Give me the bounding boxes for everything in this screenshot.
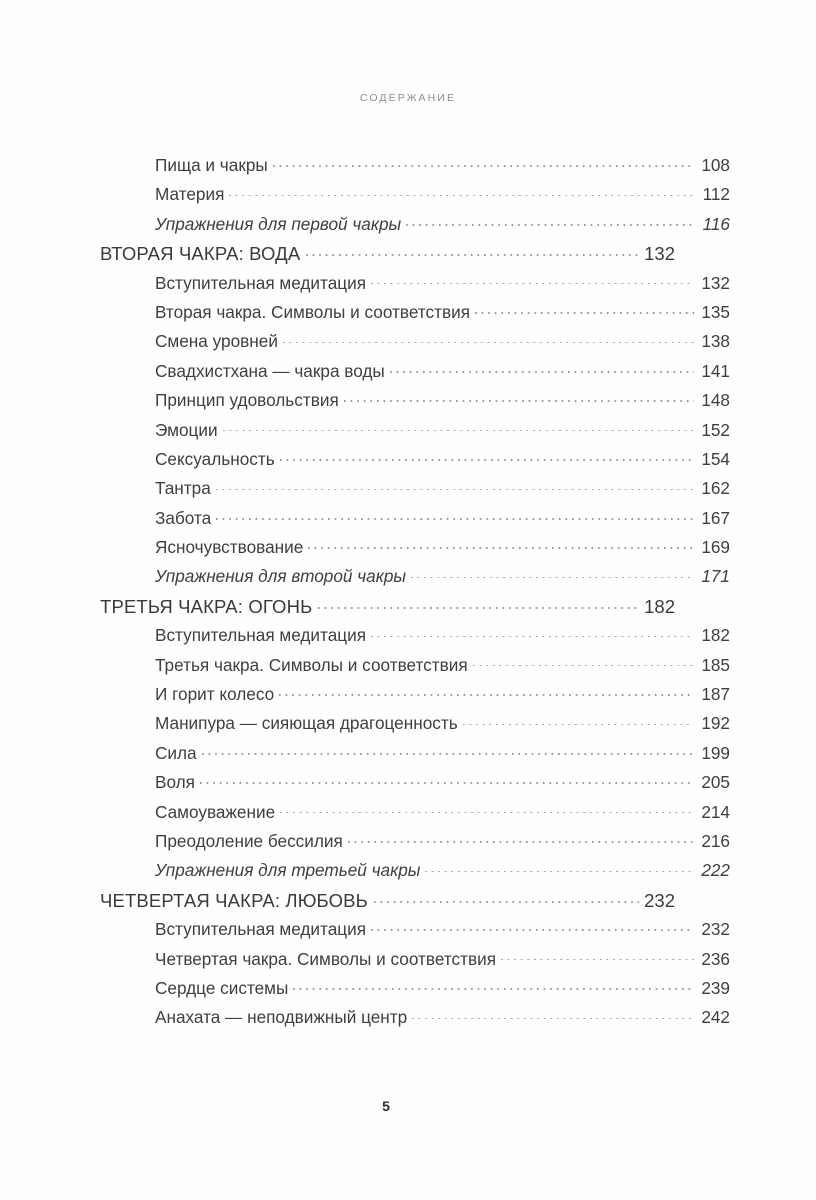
toc-page-number: 216 xyxy=(701,830,730,851)
toc-entry-label: Вступительная медитация xyxy=(155,919,367,940)
toc-page-number: 199 xyxy=(701,742,730,763)
toc-entry-row[interactable] xyxy=(155,625,730,654)
toc-page-number: 232 xyxy=(701,919,730,940)
dot-leader xyxy=(283,331,694,347)
dot-leader xyxy=(223,420,694,436)
running-head: СОДЕРЖАНИЕ xyxy=(359,92,457,104)
toc-entry-label: Преодоление бессилия xyxy=(155,830,343,851)
toc-entry-label: Вторая чакра. Символы и соответствия xyxy=(155,301,471,322)
toc-entry-label: Упражнения для третьей чакры xyxy=(155,860,421,881)
toc-section-row[interactable] xyxy=(100,243,675,272)
toc-entry-row[interactable] xyxy=(155,273,730,302)
toc-entry-row[interactable] xyxy=(155,184,730,213)
toc-entry-label: Упражнения для первой чакры xyxy=(155,213,402,234)
toc-entry-label: Смена уровней xyxy=(155,331,278,352)
toc-entry-row[interactable] xyxy=(155,390,730,419)
toc-entry-label: Третья чакра. Символы и соответствия xyxy=(155,654,468,675)
toc-entry-label: И горит колесо xyxy=(155,684,275,705)
dot-leader xyxy=(200,772,694,788)
toc-page-number: 154 xyxy=(701,448,730,469)
dot-leader xyxy=(425,860,694,876)
dot-leader xyxy=(306,244,639,260)
toc-section-label: ЧЕТВЕРТАЯ ЧАКРА: ЛЮБОВЬ xyxy=(100,889,368,911)
toc-page-number: 182 xyxy=(701,625,730,646)
toc-entry-row[interactable] xyxy=(155,713,730,742)
dot-leader xyxy=(501,949,694,965)
dot-leader xyxy=(406,214,694,230)
toc-entry-row[interactable] xyxy=(155,214,730,243)
toc-entry-label: Пища и чакры xyxy=(155,155,268,175)
dot-leader xyxy=(279,684,694,700)
toc-entry-row[interactable] xyxy=(155,566,730,595)
dot-leader xyxy=(344,390,694,406)
dot-leader xyxy=(374,891,639,907)
toc-page-number: 205 xyxy=(701,772,730,793)
toc-page-number: 192 xyxy=(701,713,730,734)
toc-page-number: 232 xyxy=(644,889,675,911)
toc-page-number: 222 xyxy=(701,860,730,881)
toc-page-number: 171 xyxy=(701,566,730,587)
toc-page-number: 185 xyxy=(701,654,730,675)
dot-leader xyxy=(216,508,694,524)
toc-entry-label: Сексуальность xyxy=(155,448,275,469)
toc-section-row[interactable] xyxy=(100,596,675,625)
dot-leader xyxy=(202,743,694,759)
dot-leader xyxy=(411,566,694,582)
dot-leader xyxy=(348,831,694,847)
table-of-contents xyxy=(100,155,730,1037)
dot-leader xyxy=(475,302,694,318)
toc-page-number: 214 xyxy=(701,801,730,822)
dot-leader xyxy=(293,978,694,994)
toc-page-number: 141 xyxy=(701,360,730,381)
toc-section-label: ТРЕТЬЯ ЧАКРА: ОГОНЬ xyxy=(100,595,313,617)
dot-leader xyxy=(371,919,694,935)
folio-number: 5 xyxy=(382,1098,390,1114)
toc-entry-row[interactable] xyxy=(155,478,730,507)
toc-entry-label: Сердце системы xyxy=(155,977,289,998)
toc-entry-row[interactable] xyxy=(155,949,730,978)
toc-page-number: 152 xyxy=(701,419,730,440)
toc-entry-label: Манипура — сияющая драгоценность xyxy=(155,713,458,734)
toc-entry-label: Принцип удовольствия xyxy=(155,390,339,411)
toc-entry-row[interactable] xyxy=(155,302,730,331)
toc-entry-label: Вступительная медитация xyxy=(155,625,367,646)
toc-entry-label: Сила xyxy=(155,742,197,763)
toc-page-number: 167 xyxy=(701,507,730,528)
toc-entry-label: Свадхистхана — чакра воды xyxy=(155,360,385,381)
dot-leader xyxy=(412,1007,694,1023)
toc-page-number: 138 xyxy=(701,331,730,352)
toc-page-number: 187 xyxy=(701,684,730,705)
toc-page-number: 236 xyxy=(701,948,730,969)
toc-entry-label: Воля xyxy=(155,772,195,793)
toc-entry-label: Материя xyxy=(155,184,225,205)
toc-entry-row[interactable] xyxy=(155,772,730,801)
dot-leader xyxy=(390,361,694,377)
toc-entry-row[interactable] xyxy=(155,860,730,889)
toc-section-label: ВТОРАЯ ЧАКРА: ВОДА xyxy=(100,243,301,265)
dot-leader xyxy=(308,537,694,553)
toc-page-number: 108 xyxy=(701,155,730,175)
toc-entry-label: Ясночувствование xyxy=(155,537,304,558)
toc-entry-row[interactable] xyxy=(155,978,730,1007)
toc-entry-label: Забота xyxy=(155,507,212,528)
toc-entry-row[interactable] xyxy=(155,802,730,831)
dot-leader xyxy=(371,273,694,289)
page-folio xyxy=(0,1098,816,1114)
dot-leader xyxy=(229,184,694,200)
dot-leader xyxy=(463,713,694,729)
dot-leader xyxy=(318,597,639,613)
dot-leader xyxy=(273,155,694,171)
toc-page-number: 148 xyxy=(701,390,730,411)
toc-entry-row[interactable] xyxy=(155,919,730,948)
dot-leader xyxy=(280,449,694,465)
dot-leader xyxy=(216,478,694,494)
toc-entry-row[interactable] xyxy=(155,537,730,566)
toc-entry-row[interactable] xyxy=(155,155,730,184)
toc-entry-label: Четвертая чакра. Символы и соответствия xyxy=(155,948,497,969)
toc-page-number: 239 xyxy=(701,977,730,998)
dot-leader xyxy=(371,625,694,641)
toc-page-number: 116 xyxy=(702,213,730,234)
toc-entry-row[interactable] xyxy=(155,420,730,449)
toc-entry-label: Самоуважение xyxy=(155,801,276,822)
toc-entry-label: Вступительная медитация xyxy=(155,272,367,293)
toc-entry-label: Тантра xyxy=(155,478,211,499)
toc-entry-row[interactable] xyxy=(155,684,730,713)
toc-entry-label: Упражнения для второй чакры xyxy=(155,566,407,587)
toc-section-row[interactable] xyxy=(100,890,675,919)
toc-entry-row[interactable] xyxy=(155,449,730,478)
toc-page-number: 182 xyxy=(644,595,675,617)
toc-page-number: 112 xyxy=(702,184,730,205)
toc-entry-row[interactable] xyxy=(155,331,730,360)
toc-page-number: 132 xyxy=(644,243,675,265)
toc-entry-row[interactable] xyxy=(155,831,730,860)
toc-page-number: 132 xyxy=(701,272,730,293)
toc-entry-label: Анахата — неподвижный центр xyxy=(155,1007,408,1028)
toc-entry-row[interactable] xyxy=(155,655,730,684)
toc-entry-row[interactable] xyxy=(155,1007,730,1036)
toc-entry-row[interactable] xyxy=(155,361,730,390)
toc-entry-row[interactable] xyxy=(155,743,730,772)
toc-page-number: 162 xyxy=(701,478,730,499)
toc-entry-label: Эмоции xyxy=(155,419,218,440)
toc-page-number: 169 xyxy=(701,537,730,558)
dot-leader xyxy=(280,802,694,818)
toc-page-number: 135 xyxy=(701,301,730,322)
toc-entry-row[interactable] xyxy=(155,508,730,537)
toc-page-number: 242 xyxy=(701,1007,730,1028)
dot-leader xyxy=(473,655,694,671)
